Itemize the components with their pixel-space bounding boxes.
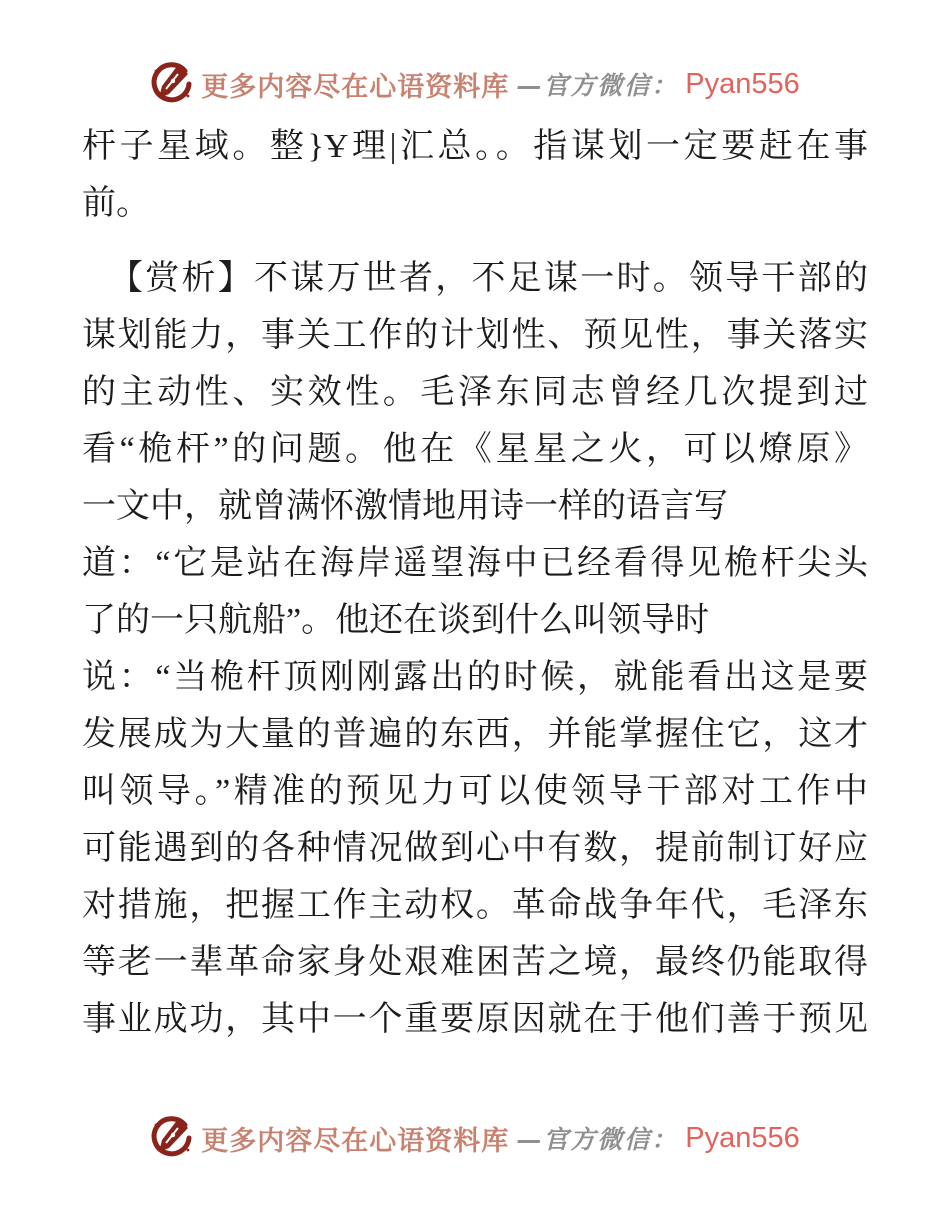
brand-wechat-id: Pyan556 bbox=[685, 67, 800, 100]
brand-title: 更多内容尽在心语资料库 bbox=[201, 1125, 510, 1156]
header-watermark bbox=[0, 0, 950, 106]
text-line: 杆子星域。整}Ұ理|汇总。。指谋划一定要赶在事 bbox=[82, 128, 868, 165]
text-line: 等老一辈革命家身处艰难困苦之境，最终仍能取得 bbox=[82, 944, 868, 981]
text-line: 的主动性、实效性。毛泽东同志曾经几次提到过 bbox=[82, 374, 868, 411]
brand-title: 更多内容尽在心语资料库 bbox=[201, 71, 510, 102]
text-line: 谋划能力，事关工作的计划性、预见性，事关落实 bbox=[82, 317, 868, 354]
pen-nib-swirl-icon bbox=[150, 62, 194, 106]
text-line: 事业成功，其中一个重要原因就在于他们善于预见 bbox=[82, 1001, 868, 1038]
text-line: 看“桅杆”的问题。他在《星星之火，可以燎原》 bbox=[82, 431, 868, 468]
text-line: 前。 bbox=[82, 185, 150, 222]
text-line: 叫领导。”精准的预见力可以使领导干部对工作中 bbox=[82, 773, 868, 810]
text-line: 对措施，把握工作主动权。革命战争年代，毛泽东 bbox=[82, 887, 868, 924]
text-line: 说：“当桅杆顶刚刚露出的时候，就能看出这是要 bbox=[82, 659, 868, 696]
text-line: 道：“它是站在海岸遥望海中已经看得见桅杆尖头 bbox=[82, 545, 868, 582]
pen-nib-swirl-icon bbox=[150, 1116, 194, 1160]
document-body bbox=[82, 118, 868, 1048]
brand-wechat-label: —官方微信： bbox=[516, 71, 679, 100]
brand-wechat-id: Pyan556 bbox=[685, 1121, 800, 1154]
text-line: 【赏析】不谋万世者，不足谋一时。领导干部的 bbox=[109, 260, 868, 297]
brand-wechat-label: —官方微信： bbox=[516, 1125, 679, 1154]
text-line: 可能遇到的各种情况做到心中有数，提前制订好应 bbox=[82, 830, 868, 867]
footer-watermark bbox=[0, 1116, 950, 1160]
paragraph bbox=[82, 250, 868, 1048]
text-line: 一文中，就曾满怀激情地用诗一样的语言写 bbox=[82, 488, 728, 525]
text-line: 发展成为大量的普遍的东西，并能掌握住它，这才 bbox=[82, 716, 868, 753]
text-line: 了的一只航船”。他还在谈到什么叫领导时 bbox=[82, 602, 710, 639]
paragraph bbox=[82, 118, 868, 232]
